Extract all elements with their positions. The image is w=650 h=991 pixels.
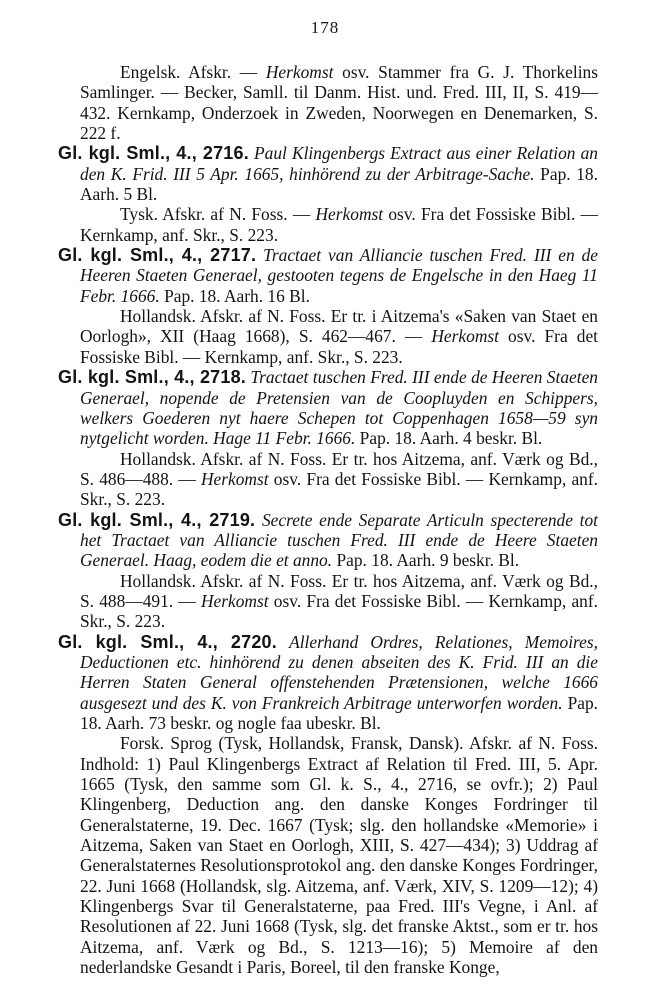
entry-body-text: Forsk. Sprog (Tysk, Hollandsk, Fransk, Dansk). Afskr. af N. Foss. Indhold: 1) Paul Klingenbergs Extract af Relation til Fred. III, 5. Apr. 1665 (Tysk, den samme som Gl. k. S., 4., 2716, se ovfr.); 2) Paul Klingenberg, Deduction ang. den danske Konges Fordringer til Generalstaterne, 19. Dec. 1667 (Tysk; slg. den hollandske «Memorie» i Aitzema, Saken van Staet en Oorlogh, XIII, S. 427—434); 3) Uddrag af Generalstaternes Resolutionsprotokol ang. den danske Konges Fordringer, 22. Juni 1668 (Hollandsk, slg. Aitzema, anf. Værk, XIV, S. 1209—12); 4) Klingenbergs Svar til Generalstaterne, paa Fred. III's Vegne, i Anl. af Resolutionen af 22. Juni 1668 (Tysk, slg. det franske Aktst., som er tr. hos Aitzema, anf. Værk og Bd., S. 1213—16); 5) Memoire af den nederlandske Gesandt i Paris, Boreel, til den franske Konge, xyxy=(80,733,598,978)
entry-body-text: Hollandsk. Afskr. af N. Foss. Er tr. i Aitzema's «Saken van Staet en Oorlogh», XII (Haag 1668), S. 462—467. — xyxy=(80,306,598,347)
entry-2717-body xyxy=(80,306,598,367)
entry-title: Secrete ende Separate Articuln specterende tot het Tractaet van Alliancie tuschen Fred. III ende de Heere Staeten Generael. Haag, eodem die et anno. xyxy=(80,509,598,571)
catalogue-text xyxy=(58,62,599,978)
entry-herkomst: Herkomst xyxy=(200,590,269,611)
entry-2716-body xyxy=(80,204,598,245)
entry-body-text: osv. Fra det Fossiske Bibl. — Kernkamp, anf. Skr., S. 223. xyxy=(80,204,598,245)
intro-text-b: osv. Stammer fra G. J. Thorkelins Samlinger. — Becker, Samll. til Danm. Hist. und. Fred. III, II, S. 419—432. Kernkamp, Onderzoek in Zweden, Noorwegen en Denemarken, S. 222 f. xyxy=(80,62,599,144)
entry-meta: Pap. 18. Aarh. 9 beskr. Bl. xyxy=(336,550,520,571)
entry-2720-body xyxy=(80,733,598,977)
entry-body-text: osv. Fra det Fossiske Bibl. — Kernkamp, anf. Skr., S. 223. xyxy=(80,326,598,367)
entry-2719-heading xyxy=(58,510,598,571)
entry-shelfmark: Gl. kgl. Sml., 4., 2716. xyxy=(58,143,249,164)
entry-meta: Pap. 18. Aarh. 5 Bl. xyxy=(80,163,598,205)
entry-shelfmark: Gl. kgl. Sml., 4., 2718. xyxy=(58,367,247,388)
entry-2716-heading xyxy=(58,143,598,204)
entry-shelfmark: Gl. kgl. Sml., 4., 2720. xyxy=(58,631,277,652)
entry-body-text: Hollandsk. Afskr. af N. Foss. Er tr. hos Aitzema, anf. Værk og Bd., S. 486—488. — xyxy=(80,448,598,489)
entry-2720-heading xyxy=(58,632,598,734)
entry-herkomst: Herkomst xyxy=(200,468,269,489)
entry-2719-body xyxy=(80,571,598,632)
entry-title: Tractaet van Alliancie tuschen Fred. III en de Heeren Staeten Generael, gestooten tegens de Engelsche in den Haeg 11 Febr. 1666. xyxy=(80,245,598,306)
entry-meta: Pap. 18. Aarh. 16 Bl. xyxy=(164,285,310,306)
continued-paragraph xyxy=(80,62,598,143)
entry-meta: Pap. 18. Aarh. 73 beskr. og nogle faa ubeskr. Bl. xyxy=(80,692,598,733)
entry-herkomst: Herkomst xyxy=(315,204,384,225)
entry-2717-heading xyxy=(58,245,598,306)
entry-2718-body xyxy=(80,449,598,510)
entry-title: Tractaet tuschen Fred. III ende de Heeren Staeten Generael, nopende de Pretensien van de Coopluyden en Schippers, welkers Goederen nyt haere Schepen tot Coppenhagen 1658—59 syn nytgelicht worden. Hage 11 Febr. 1666. xyxy=(80,367,598,449)
entry-shelfmark: Gl. kgl. Sml., 4., 2719. xyxy=(58,509,256,530)
intro-text-a: Engelsk. Afskr. — xyxy=(120,62,266,82)
entry-body-text: Hollandsk. Afskr. af N. Foss. Er tr. hos Aitzema, anf. Værk og Bd., S. 488—491. — xyxy=(80,570,598,611)
entry-meta: Pap. 18. Aarh. 4 beskr. Bl. xyxy=(359,428,543,449)
entry-body-text: osv. Fra det Fossiske Bibl. — Kernkamp, anf. Skr., S. 223. xyxy=(80,468,599,510)
entry-shelfmark: Gl. kgl. Sml., 4., 2717. xyxy=(58,245,257,266)
entry-body-text: Tysk. Afskr. af N. Foss. — xyxy=(120,204,316,225)
intro-herkomst: Herkomst xyxy=(265,62,334,82)
entry-title: Allerhand Ordres, Relationes, Memoires, Deductionen etc. hinhörend zu denen abseiten des K. Frid. III an die Herren Staten General offenstehenden Prætensionen, welche 1666 ausgesezt und des K. von Frankreich Arbitrage unterworfen worden. xyxy=(80,631,598,713)
entry-title: Paul Klingenbergs Extract aus einer Relation an den K. Frid. III 5 Apr. 1665, hinhörend zu der Arbitrage-Sache. xyxy=(80,143,598,184)
entry-body-text: osv. Fra det Fossiske Bibl. — Kernkamp, anf. Skr., S. 223. xyxy=(80,590,599,632)
entry-2718-heading xyxy=(58,367,598,448)
page-number: 178 xyxy=(310,18,340,37)
entry-herkomst: Herkomst xyxy=(431,326,499,347)
